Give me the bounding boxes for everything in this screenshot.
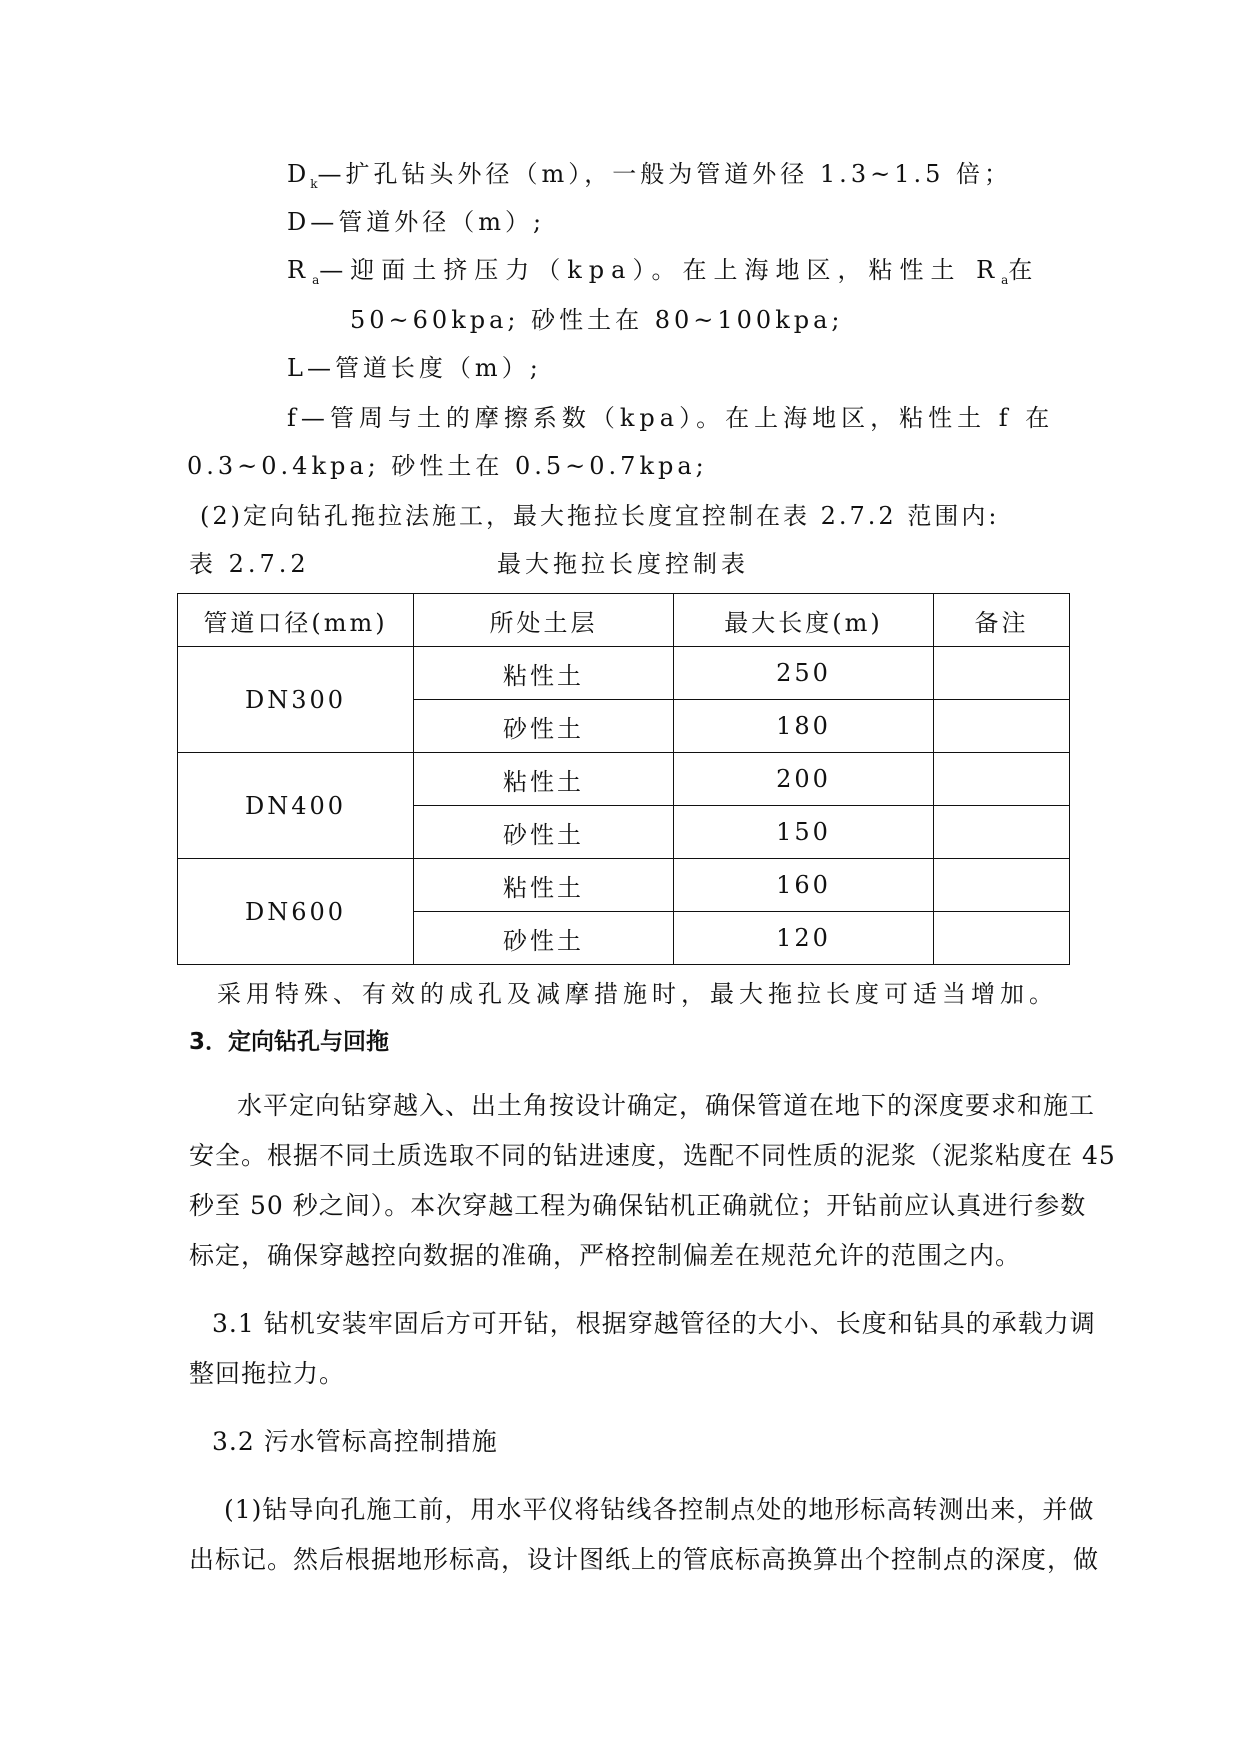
section-3-title: 3．定向钻孔与回拖 <box>189 1029 390 1055</box>
note-cell <box>934 859 1070 912</box>
soil-cell: 粘性土 <box>414 647 674 700</box>
table-number: 表 2.7.2 <box>189 550 310 578</box>
def-f: f—管周与土的摩擦系数（kpa）。在上海地区，粘性土 f 在 <box>287 404 1055 432</box>
def-l: L—管道长度（m）; <box>287 354 542 382</box>
table-note: 采用特殊、有效的成孔及减摩措施时，最大拖拉长度可适当增加。 <box>217 980 1058 1008</box>
diameter-cell: DN400 <box>178 753 414 859</box>
table-row <box>178 647 1070 700</box>
section-3-2-heading: 3.2 污水管标高控制措施 <box>212 1427 498 1456</box>
soil-cell: 粘性土 <box>414 859 674 912</box>
length-cell: 120 <box>674 912 934 965</box>
length-cell: 180 <box>674 700 934 753</box>
table-header-row <box>178 594 1070 647</box>
soil-cell: 砂性土 <box>414 912 674 965</box>
paragraph-2: (2)定向钻孔拖拉法施工，最大拖拉长度宜控制在表 2.7.2 范围内: <box>200 502 1000 530</box>
length-cell: 250 <box>674 647 934 700</box>
note-cell <box>934 700 1070 753</box>
header-length: 最大长度(m) <box>674 594 934 647</box>
soil-cell: 砂性土 <box>414 700 674 753</box>
def-d: D—管道外径（m）; <box>287 208 546 236</box>
section-3-para-line-1: 水平定向钻穿越入、出土角按设计确定，确保管道在地下的深度要求和施工 <box>237 1091 1096 1120</box>
section-3-1-line-1: 3.1 钻机安装牢固后方可开钻，根据穿越管径的大小、长度和钻具的承载力调 <box>212 1309 1096 1338</box>
note-cell <box>934 753 1070 806</box>
def-ra: $R_a—$迎面土挤压力（kpa）。在上海地区，粘性土 $R_a$在 <box>287 256 1040 287</box>
max-length-table <box>177 593 1070 965</box>
length-cell: 200 <box>674 753 934 806</box>
section-3-para-line-3: 秒至 50 秒之间）。本次穿越工程为确保钻机正确就位；开钻前应认真进行参数 <box>189 1191 1087 1220</box>
diameter-cell: DN600 <box>178 859 414 965</box>
soil-cell: 粘性土 <box>414 753 674 806</box>
header-soil: 所处土层 <box>414 594 674 647</box>
def-dk: $D_k—$扩孔钻头外径（m），一般为管道外径 1.3~1.5 倍； <box>287 160 1012 191</box>
header-note: 备注 <box>934 594 1070 647</box>
section-3-2-para-line-1: (1)钻导向孔施工前，用水平仪将钻线各控制点处的地形标高转测出来，并做 <box>224 1495 1095 1524</box>
section-3-para-line-2: 安全。根据不同土质选取不同的钻进速度，选配不同性质的泥浆（泥浆粘度在 45 <box>189 1141 1116 1170</box>
def-f-cont: 0.3~0.4kpa; 砂性土在 0.5~0.7kpa; <box>187 452 708 480</box>
section-3-1-line-2: 整回拖拉力。 <box>189 1359 346 1388</box>
table-row <box>178 859 1070 912</box>
section-3-2-para-line-2: 出标记。然后根据地形标高，设计图纸上的管底标高换算出个控制点的深度，做 <box>189 1545 1100 1574</box>
note-cell <box>934 806 1070 859</box>
note-cell <box>934 912 1070 965</box>
def-ra-cont: 50~60kpa; 砂性土在 80~100kpa; <box>350 306 844 334</box>
soil-cell: 砂性土 <box>414 806 674 859</box>
length-cell: 160 <box>674 859 934 912</box>
length-cell: 150 <box>674 806 934 859</box>
note-cell <box>934 647 1070 700</box>
table-row <box>178 753 1070 806</box>
diameter-cell: DN300 <box>178 647 414 753</box>
header-diameter: 管道口径(mm) <box>178 594 414 647</box>
table-caption: 最大拖拉长度控制表 <box>497 550 749 578</box>
section-3-para-line-4: 标定，确保穿越控向数据的准确，严格控制偏差在规范允许的范围之内。 <box>189 1241 1022 1270</box>
